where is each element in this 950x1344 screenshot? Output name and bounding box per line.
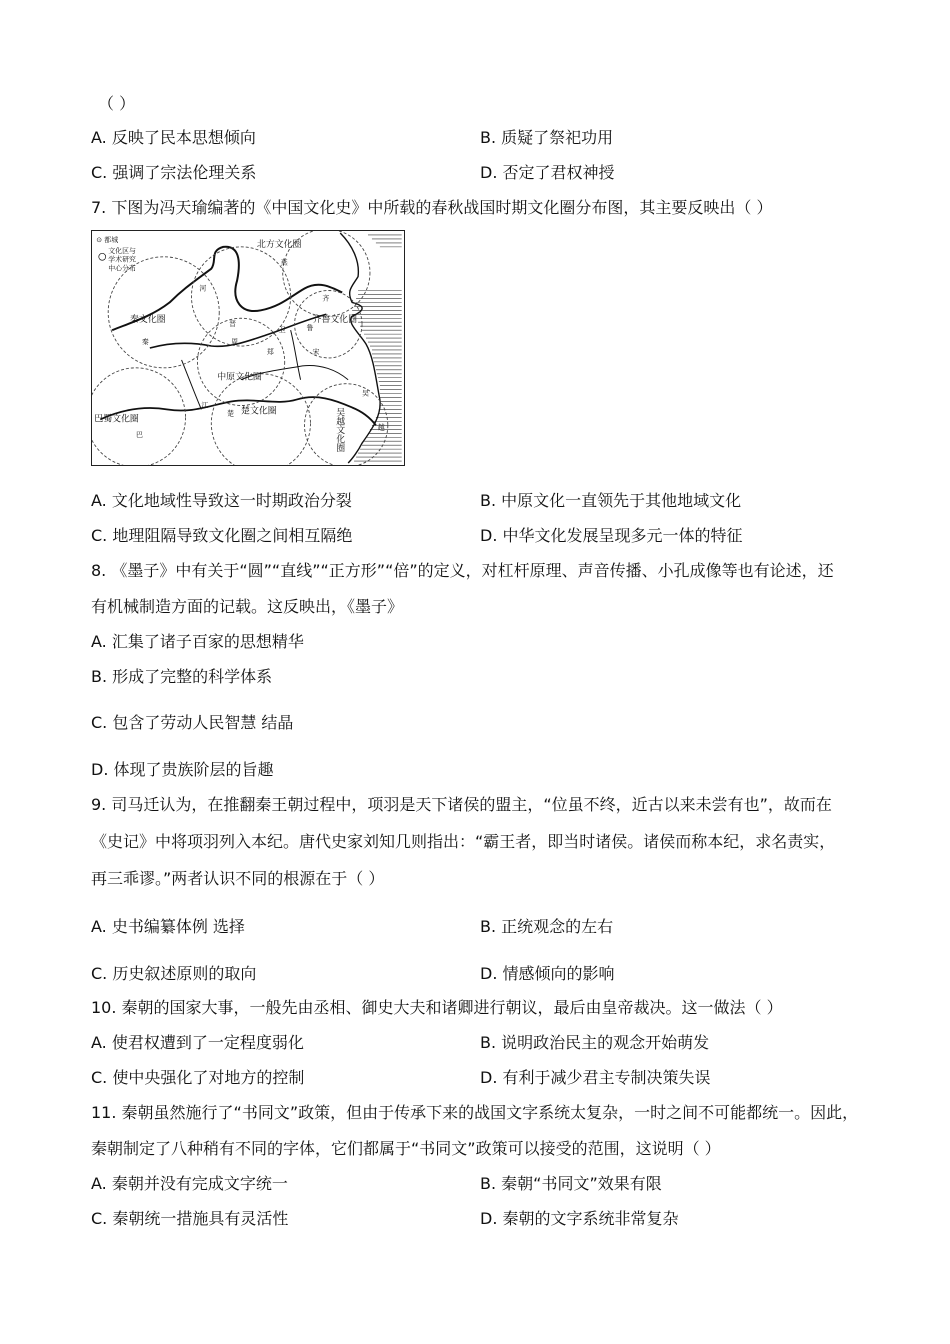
- q7-option-c[interactable]: C. 地理阻隔导致文化圈之间相互隔绝: [91, 526, 353, 545]
- city-lu: 鲁: [306, 324, 314, 333]
- q7-option-a[interactable]: A. 文化地域性导致这一时期政治分裂: [91, 491, 352, 510]
- map-legend-4: 中心分布: [108, 264, 136, 273]
- label-qin-circle: 秦文化圈: [130, 315, 166, 326]
- q6-option-a[interactable]: A. 反映了民本思想倾向: [91, 128, 256, 147]
- label-wuyue: [334, 407, 344, 453]
- map-legend-capital: ⊙ 都城: [96, 235, 119, 244]
- q9-stem-line3: 再三乖谬。”两者认识不同的根源在于（ ）: [91, 869, 385, 888]
- q8-option-a[interactable]: A. 汇集了诸子百家的思想精华: [91, 632, 304, 651]
- culture-circle-map: [91, 230, 405, 466]
- city-song: 宋: [312, 347, 320, 356]
- legend-circle-icon: [99, 253, 106, 260]
- city-wu: 吴: [362, 389, 369, 398]
- sea-hatching: [352, 235, 402, 461]
- q9-option-d[interactable]: D. 情感倾向的影响: [480, 964, 615, 983]
- q11-option-d[interactable]: D. 秦朝的文字系统非常复杂: [480, 1209, 679, 1228]
- river-label-he: 河: [199, 284, 207, 293]
- q10-option-d[interactable]: D. 有利于减少君主专制决策失误: [480, 1068, 711, 1087]
- q9-option-b[interactable]: B. 正统观念的左右: [480, 917, 614, 936]
- q6-option-c[interactable]: C. 强调了宗法伦理关系: [91, 163, 257, 182]
- q11-stem-line1: 11. 秦朝虽然施行了“书同文”政策，但由于传承下来的战国文字系统太复杂，一时之间不可能都统一。因此，: [91, 1103, 859, 1122]
- q6-bracket: （ ）: [98, 94, 136, 113]
- city-jin: 晋: [229, 320, 237, 329]
- q7-option-b[interactable]: B. 中原文化一直领先于其他地域文化: [480, 491, 742, 510]
- map-legend-2: 文化区与: [108, 246, 136, 255]
- q11-option-a[interactable]: A. 秦朝并没有完成文字统一: [91, 1174, 288, 1193]
- q11-stem-line2: 秦朝制定了八种稍有不同的字体，它们都属于“书同文”政策可以接受的范围，这说明（ ）: [91, 1139, 721, 1158]
- q10-stem: 10. 秦朝的国家大事，一般先由丞相、御史大夫和诸卿进行朝议，最后由皇帝裁决。这一做法（ ）: [91, 998, 783, 1017]
- q8-stem-line2: 有机械制造方面的记载。这反映出，《墨子》: [91, 597, 404, 616]
- river-label-jiang: 江: [201, 401, 209, 410]
- q11-option-b[interactable]: B. 秦朝“书同文”效果有限: [480, 1174, 662, 1193]
- q7-option-d[interactable]: D. 中华文化发展呈现多元一体的特征: [480, 526, 743, 545]
- label-zhongyuan: 中原文化圈: [217, 372, 262, 383]
- q8-option-b[interactable]: B. 形成了完整的科学体系: [91, 667, 273, 686]
- map-legend-3: 学术研究: [108, 255, 136, 264]
- map-drawing: [92, 231, 404, 465]
- city-qin: 秦: [141, 338, 149, 347]
- q9-stem-line1: 9. 司马迁认为，在推翻秦王朝过程中，项羽是天下诸侯的盟主，“位虽不终，近古以来未尝有也”，故而在: [91, 795, 832, 814]
- coastline: [340, 233, 380, 463]
- label-north: 北方文化圈: [256, 239, 302, 250]
- q9-option-a[interactable]: A. 史书编纂体例 选择: [91, 917, 245, 936]
- city-zheng: 郑: [266, 347, 274, 356]
- q11-option-c[interactable]: C. 秦朝统一措施具有灵活性: [91, 1209, 289, 1228]
- city-qi: 齐: [322, 294, 330, 303]
- city-zhou: 周: [231, 338, 239, 347]
- q6-option-d[interactable]: D. 否定了君权神授: [480, 163, 615, 182]
- svg-text:吴越文化圈: 吴越文化圈: [334, 407, 345, 453]
- city-wei: 卫: [278, 326, 286, 335]
- q10-option-c[interactable]: C. 使中央强化了对地方的控制: [91, 1068, 305, 1087]
- city-yan: 燕: [280, 258, 288, 267]
- label-bashu: 巴蜀文化圈: [94, 414, 139, 425]
- q8-stem-line1: 8. 《墨子》中有关于“圆”“直线”“正方形”“倍”的定义，对杠杆原理、声音传播、小孔成像等也有论述，还: [91, 561, 834, 580]
- q7-stem: 7. 下图为冯天瑜编著的《中国文化史》中所载的春秋战国时期文化圈分布图，其主要反映出（ ）: [91, 198, 773, 217]
- q10-option-a[interactable]: A. 使君权遭到了一定程度弱化: [91, 1033, 304, 1052]
- q9-option-c[interactable]: C. 历史叙述原则的取向: [91, 964, 257, 983]
- q10-option-b[interactable]: B. 说明政治民主的观念开始萌发: [480, 1033, 710, 1052]
- city-yue: 越: [377, 423, 385, 432]
- q6-option-b[interactable]: B. 质疑了祭祀功用: [480, 128, 614, 147]
- city-chu: 楚: [227, 409, 235, 418]
- q9-stem-line2: 《史记》中将项羽列入本纪。唐代史家刘知几则指出：“霸王者，即当时诸侯。诸侯而称本纪，求名责实，: [91, 832, 836, 851]
- label-qilu: 齐鲁文化圈: [312, 315, 357, 326]
- city-ba: 巴: [135, 431, 143, 440]
- q8-option-d[interactable]: D. 体现了贵族阶层的旨趣: [91, 760, 274, 779]
- label-chu-circle: 楚文化圈: [241, 406, 277, 417]
- q8-option-c[interactable]: C. 包含了劳动人民智慧 结晶: [91, 713, 294, 732]
